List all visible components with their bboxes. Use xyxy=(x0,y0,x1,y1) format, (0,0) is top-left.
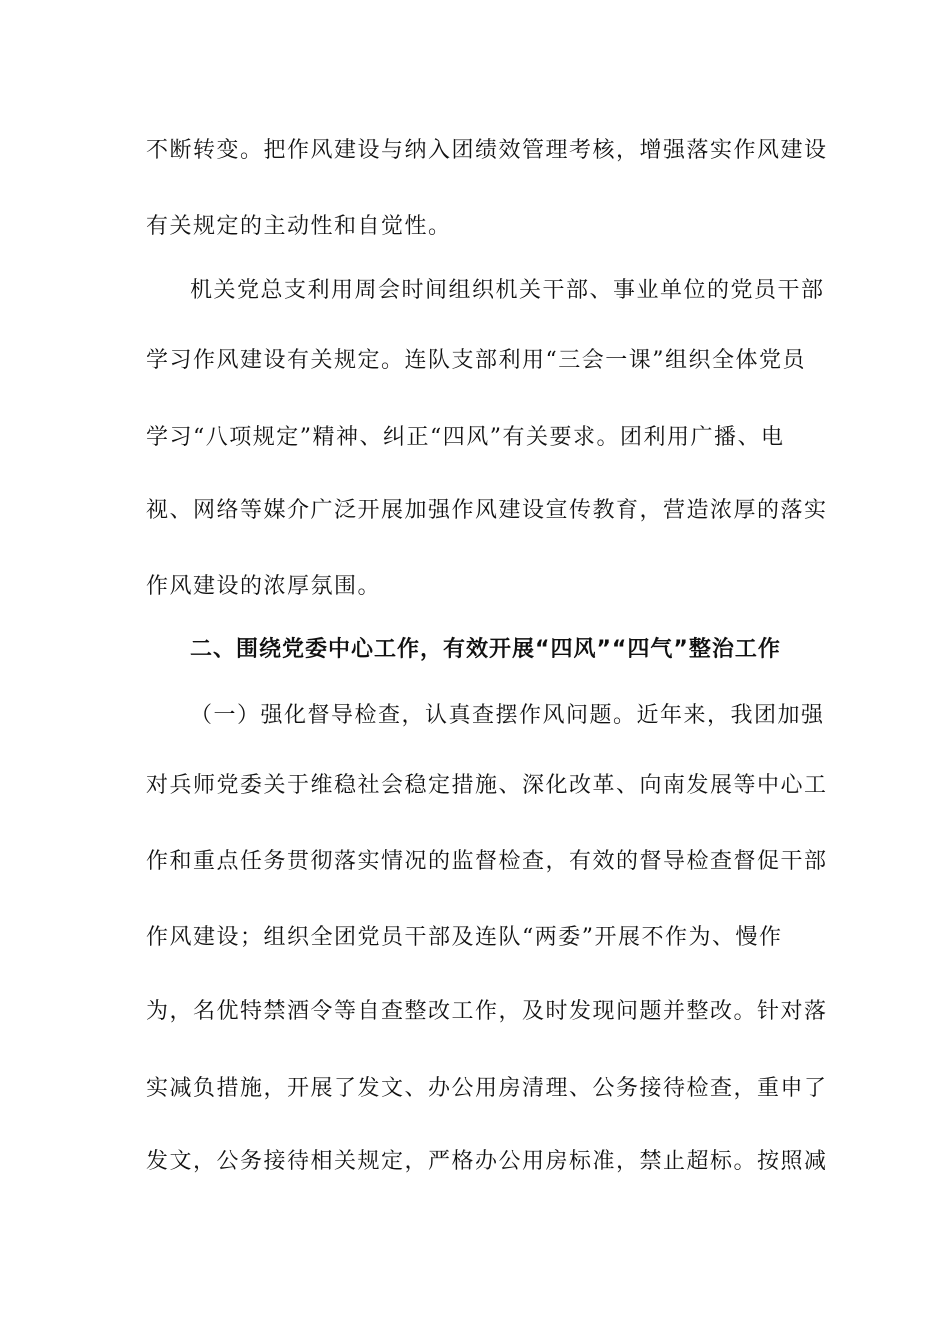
paragraph-line: 发文，公务接待相关规定，严格办公用房标准，禁止超标。按照减 xyxy=(146,1149,828,1174)
paragraph-line: 为，名优特禁酒令等自查整改工作，及时发现问题并整改。针对落 xyxy=(146,999,828,1024)
paragraph-line: 学习“八项规定”精神、纠正“四风”有关要求。团利用广播、电 xyxy=(146,425,785,450)
paragraph-line: 不断转变。把作风建设与纳入团绩效管理考核，增强落实作风建设 xyxy=(146,138,828,163)
paragraph-line: 有关规定的主动性和自觉性。 xyxy=(146,214,452,239)
paragraph-line: 视、网络等媒介广泛开展加强作风建设宣传教育，营造浓厚的落实 xyxy=(146,498,828,523)
paragraph-line: 对兵师党委关于维稳社会稳定措施、深化改革、向南发展等中心工 xyxy=(146,773,828,798)
paragraph-line: 作风建设的浓厚氛围。 xyxy=(146,574,382,599)
paragraph-line: 作和重点任务贯彻落实情况的监督检查，有效的督导检查督促干部 xyxy=(146,849,828,874)
paragraph-line: 机关党总支利用周会时间组织机关干部、事业单位的党员干部 xyxy=(190,278,825,303)
paragraph-line: 实减负措施，开展了发文、办公用房清理、公务接待检查，重申了 xyxy=(146,1076,828,1101)
paragraph-line: （一）强化督导检查，认真查摆作风问题。近年来，我团加强 xyxy=(190,703,825,728)
section-heading: 二、围绕党委中心工作，有效开展“四风”“四气”整治工作 xyxy=(190,637,781,662)
paragraph-line: 作风建设；组织全团党员干部及连队“两委”开展不作为、慢作 xyxy=(146,925,783,950)
paragraph-line: 学习作风建设有关规定。连队支部利用“三会一课”组织全体党员 xyxy=(146,348,806,373)
